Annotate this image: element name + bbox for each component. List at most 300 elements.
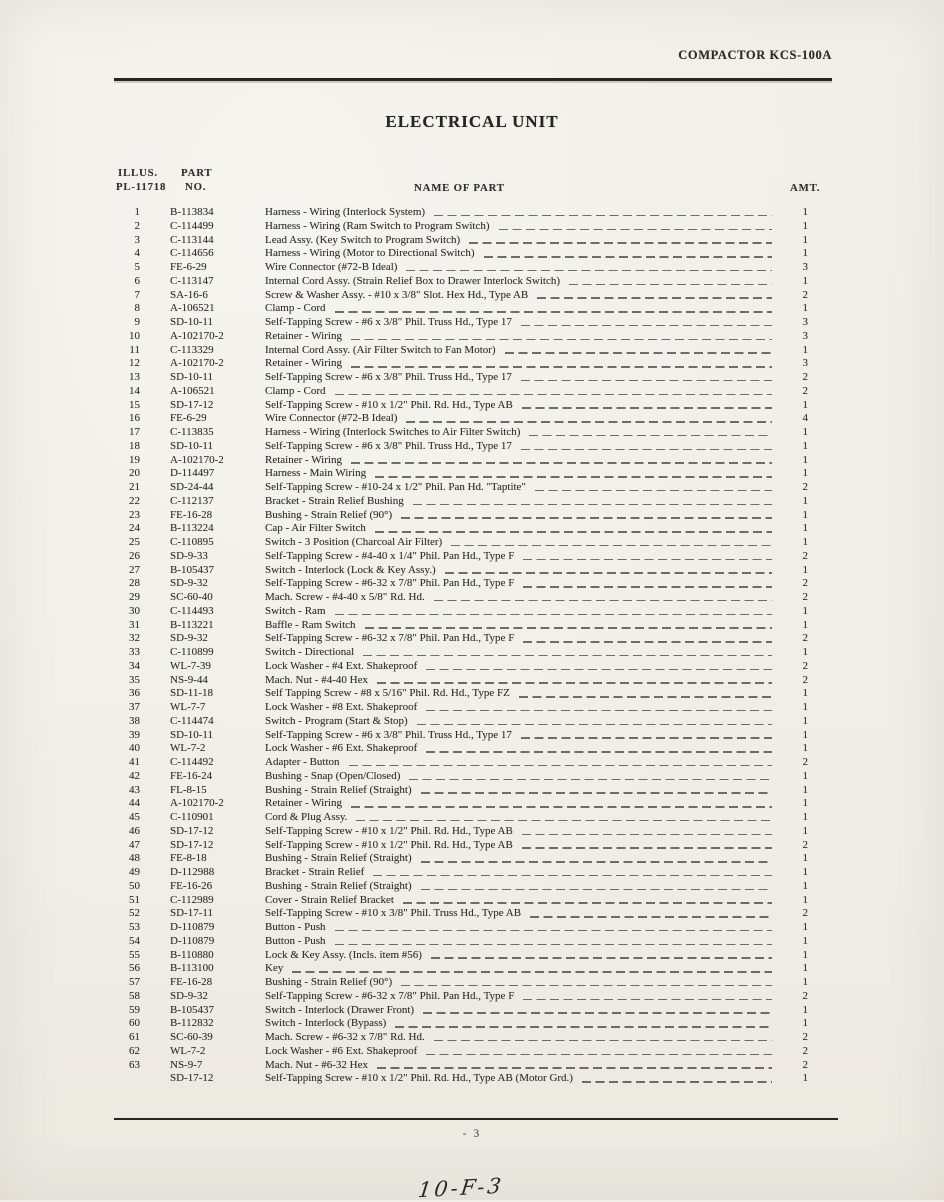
row-amount: 1 <box>802 563 808 576</box>
table-row <box>106 825 808 839</box>
table-row <box>106 275 808 289</box>
row-illus-number: 23 <box>129 508 140 521</box>
document-model-header: COMPACTOR KCS-100A <box>678 48 832 62</box>
table-row <box>106 371 808 385</box>
row-part-name: Bracket - Strain Relief Bushing <box>265 494 404 507</box>
row-part-number: C-112989 <box>170 893 214 906</box>
dash-leader <box>403 902 772 904</box>
row-part-name: Bushing - Strain Relief (Straight) <box>265 783 412 796</box>
row-amount: 2 <box>802 371 808 383</box>
dash-leader <box>523 559 772 561</box>
row-part-number: A-102170-2 <box>170 453 224 466</box>
row-amount: 2 <box>802 838 808 851</box>
row-part-name: Internal Cord Assy. (Air Filter Switch to Fan Motor) <box>265 343 496 356</box>
row-part-number: SD-10-11 <box>170 728 213 741</box>
row-illus-number: 21 <box>129 481 140 493</box>
table-row <box>106 742 808 756</box>
row-amount: 1 <box>802 852 808 865</box>
row-part-number: C-110901 <box>170 811 214 823</box>
dash-leader <box>426 751 772 753</box>
row-amount: 1 <box>802 948 808 961</box>
row-illus-number: 55 <box>129 948 140 961</box>
table-row <box>106 234 808 248</box>
row-part-number: C-114499 <box>170 219 214 232</box>
row-amount: 1 <box>802 866 808 878</box>
row-illus-number: 46 <box>129 824 140 837</box>
dash-leader <box>335 944 772 946</box>
table-row <box>106 550 808 564</box>
row-illus-number: 34 <box>129 659 140 672</box>
row-illus-number: 27 <box>129 563 140 576</box>
row-amount: 1 <box>802 976 808 988</box>
row-illus-number: 54 <box>129 934 140 947</box>
row-part-number: C-110895 <box>170 536 214 548</box>
table-row <box>106 990 808 1004</box>
row-part-number: D-112988 <box>170 866 215 878</box>
table-row <box>106 605 808 619</box>
row-part-name: Button - Push <box>265 934 326 947</box>
row-part-name: Mach. Screw - #4-40 x 5/8" Rd. Hd. <box>265 591 425 603</box>
dash-leader <box>363 655 772 657</box>
row-part-name: Switch - Interlock (Bypass) <box>265 1017 387 1030</box>
table-row <box>106 660 808 674</box>
row-amount: 3 <box>802 357 808 370</box>
row-illus-number: 40 <box>129 742 140 755</box>
row-part-number: C-110899 <box>170 646 214 658</box>
row-amount: 1 <box>802 1017 808 1030</box>
row-part-number: FE-6-29 <box>170 412 207 425</box>
dash-leader <box>395 1026 772 1028</box>
dash-leader <box>335 614 773 616</box>
row-part-number: A-102170-2 <box>170 329 224 342</box>
col-part-line2: NO. <box>185 181 207 193</box>
row-amount: 1 <box>802 742 808 755</box>
table-row <box>106 949 808 963</box>
table-row <box>106 1072 808 1086</box>
table-row <box>106 729 808 743</box>
row-illus-number: 61 <box>129 1031 140 1043</box>
row-amount: 2 <box>802 1044 808 1057</box>
row-illus-number: 35 <box>129 673 140 686</box>
row-illus-number: 53 <box>129 921 140 933</box>
row-part-name: Self-Tapping Screw - #10 x 3/8" Phil. Truss Hd., Type AB <box>265 907 522 920</box>
dash-leader <box>421 792 772 794</box>
table-row <box>106 1031 808 1045</box>
row-illus-number: 25 <box>129 536 140 548</box>
table-row <box>106 894 808 908</box>
row-amount: 2 <box>802 591 808 603</box>
table-row <box>106 687 808 701</box>
row-amount: 3 <box>802 316 808 328</box>
row-part-name: Bushing - Strain Relief (Straight) <box>265 852 412 865</box>
table-row <box>106 357 808 371</box>
row-part-name: Baffle - Ram Switch <box>265 618 356 631</box>
table-row <box>106 880 808 894</box>
row-illus-number: 43 <box>129 783 140 796</box>
row-part-name: Self-Tapping Screw - #6-32 x 7/8" Phil. Pan Hd., Type F <box>265 632 515 645</box>
row-part-name: Self-Tapping Screw - #10 x 1/2" Phil. Rd. Hd., Type AB <box>265 398 513 411</box>
row-illus-number: 13 <box>129 371 140 383</box>
row-amount: 2 <box>802 632 808 645</box>
row-amount: 1 <box>802 439 808 452</box>
row-amount: 1 <box>802 233 808 246</box>
dash-leader <box>521 325 772 327</box>
row-illus-number: 14 <box>129 384 140 397</box>
row-amount: 2 <box>802 481 808 493</box>
row-part-number: B-113100 <box>170 962 214 975</box>
row-amount: 1 <box>802 783 808 796</box>
row-part-number: C-113329 <box>170 343 214 356</box>
row-part-name: Clamp - Cord <box>265 384 326 397</box>
row-part-name: Lock & Key Assy. (Incls. item #56) <box>265 948 422 961</box>
row-amount: 2 <box>802 989 808 1002</box>
row-part-number: C-112137 <box>170 494 214 507</box>
row-illus-number: 59 <box>129 1003 140 1016</box>
row-part-number: FE-16-26 <box>170 879 213 892</box>
row-part-number: D-110879 <box>170 934 215 947</box>
table-row <box>106 330 808 344</box>
row-amount: 2 <box>802 577 808 590</box>
row-part-number: C-113835 <box>170 426 214 438</box>
row-part-number: FE-6-29 <box>170 261 207 273</box>
row-part-number: B-112832 <box>170 1017 214 1030</box>
row-illus-number: 36 <box>129 687 140 700</box>
row-part-number: C-114656 <box>170 247 214 260</box>
dash-leader <box>426 669 772 671</box>
dash-leader <box>335 394 773 396</box>
dash-leader <box>413 504 772 506</box>
row-amount: 1 <box>802 728 808 741</box>
row-illus-number: 11 <box>129 343 140 356</box>
col-part-line1: PART <box>181 167 213 179</box>
row-part-number: NS-9-7 <box>170 1058 203 1071</box>
table-row <box>106 509 808 523</box>
row-illus-number: 56 <box>129 962 140 975</box>
header-rule <box>114 78 832 81</box>
table-row <box>106 921 808 935</box>
dash-leader <box>569 284 772 286</box>
table-row <box>106 481 808 495</box>
table-row <box>106 1045 808 1059</box>
row-part-number: SD-9-32 <box>170 632 208 645</box>
row-amount: 3 <box>802 261 808 273</box>
dash-leader <box>521 449 772 451</box>
table-row <box>106 522 808 536</box>
dash-leader <box>373 875 772 877</box>
row-part-name: Bushing - Strain Relief (90°) <box>265 976 393 988</box>
dash-leader <box>351 462 772 464</box>
row-illus-number: 39 <box>129 728 140 741</box>
row-illus-number: 15 <box>129 398 140 411</box>
row-illus-number: 24 <box>129 522 140 535</box>
row-part-name: Cap - Air Filter Switch <box>265 522 366 535</box>
col-illus-line1: ILLUS. <box>118 167 158 179</box>
table-row <box>106 247 808 261</box>
dash-leader <box>365 627 772 629</box>
row-amount: 1 <box>802 934 808 947</box>
row-part-number: C-114474 <box>170 714 214 727</box>
dash-leader <box>426 1054 772 1056</box>
row-part-number: NS-9-44 <box>170 673 208 686</box>
dash-leader <box>401 985 772 987</box>
row-part-number: FE-16-28 <box>170 508 213 521</box>
row-part-name: Switch - Program (Start & Stop) <box>265 714 408 727</box>
row-amount: 1 <box>802 701 808 713</box>
table-row <box>106 385 808 399</box>
dash-leader <box>409 779 772 781</box>
dash-leader <box>401 517 772 519</box>
row-part-number: D-110879 <box>170 921 215 933</box>
row-illus-number: 7 <box>134 288 140 301</box>
table-row <box>106 811 808 825</box>
col-name-of-part: NAME OF PART <box>414 182 505 194</box>
table-row <box>106 289 808 303</box>
row-part-name: Bracket - Strain Relief <box>265 866 365 878</box>
row-part-number: C-114493 <box>170 604 214 617</box>
dash-leader <box>445 572 772 574</box>
row-part-name: Self-Tapping Screw - #10-24 x 1/2" Phil. Pan Hd. "Taptite" <box>265 481 526 493</box>
row-illus-number: 6 <box>134 274 140 287</box>
row-part-number: WL-7-39 <box>170 659 211 672</box>
row-amount: 1 <box>802 1003 808 1016</box>
row-part-number: C-114492 <box>170 756 214 768</box>
dash-leader <box>451 545 772 547</box>
row-amount: 1 <box>802 247 808 260</box>
row-part-name: Mach. Screw - #6-32 x 7/8" Rd. Hd. <box>265 1031 425 1043</box>
row-amount: 1 <box>802 206 808 218</box>
row-part-name: Clamp - Cord <box>265 302 326 315</box>
row-amount: 1 <box>802 522 808 535</box>
row-part-name: Harness - Wiring (Motor to Directional Switch) <box>265 247 475 260</box>
row-part-number: WL-7-7 <box>170 701 206 713</box>
dash-leader <box>375 531 772 533</box>
dash-leader <box>469 242 772 244</box>
table-row <box>106 399 808 413</box>
row-illus-number: 50 <box>129 879 140 892</box>
row-illus-number: 12 <box>129 357 140 370</box>
table-row <box>106 976 808 990</box>
dash-leader <box>351 366 772 368</box>
table-row <box>106 701 808 715</box>
row-part-number: SD-17-12 <box>170 824 214 837</box>
dash-leader <box>523 999 772 1001</box>
row-amount: 1 <box>802 797 808 810</box>
row-amount: 4 <box>802 412 808 425</box>
table-row <box>106 454 808 468</box>
row-amount: 2 <box>802 673 808 686</box>
row-part-number: SC-60-40 <box>170 591 213 603</box>
row-part-name: Bushing - Strain Relief (90°) <box>265 508 393 521</box>
table-row <box>106 797 808 811</box>
row-part-name: Mach. Nut - #6-32 Hex <box>265 1058 368 1071</box>
row-amount: 1 <box>802 508 808 521</box>
row-part-name: Screw & Washer Assy. - #10 x 3/8" Slot. Hex Hd., Type AB <box>265 288 529 301</box>
row-amount: 2 <box>802 288 808 301</box>
dash-leader <box>523 641 772 643</box>
row-part-number: SD-10-11 <box>170 316 213 328</box>
row-illus-number: 28 <box>129 577 140 590</box>
dash-leader <box>375 476 772 478</box>
row-part-number: B-105437 <box>170 1003 214 1016</box>
row-part-name: Key <box>265 962 284 975</box>
table-row <box>106 316 808 330</box>
row-illus-number: 8 <box>134 302 140 315</box>
row-part-name: Retainer - Wiring <box>265 329 342 342</box>
table-row <box>106 591 808 605</box>
row-part-number: B-105437 <box>170 563 214 576</box>
parts-rows <box>106 206 808 1086</box>
table-row <box>106 619 808 633</box>
dash-leader <box>431 957 772 959</box>
table-row <box>106 577 808 591</box>
row-part-number: SD-11-18 <box>170 687 213 700</box>
row-part-name: Wire Connector (#72-B Ideal) <box>265 261 398 273</box>
dash-leader <box>582 1081 772 1083</box>
dash-leader <box>335 311 773 313</box>
row-part-name: Cover - Strain Relief Bracket <box>265 893 394 906</box>
row-part-name: Button - Push <box>265 921 326 933</box>
dash-leader <box>499 229 772 231</box>
row-part-name: Harness - Wiring (Ram Switch to Program Switch) <box>265 219 490 232</box>
row-amount: 2 <box>802 549 808 562</box>
table-row <box>106 412 808 426</box>
dash-leader <box>530 916 772 918</box>
row-part-number: WL-7-2 <box>170 1044 206 1057</box>
row-illus-number: 17 <box>129 426 140 438</box>
row-illus-number: 42 <box>129 769 140 782</box>
dash-leader <box>423 1012 772 1014</box>
table-row <box>106 646 808 660</box>
row-part-number: B-110880 <box>170 948 214 961</box>
dash-leader <box>434 600 772 602</box>
row-amount: 1 <box>802 467 808 480</box>
table-row <box>106 632 808 646</box>
row-illus-number: 20 <box>129 467 140 480</box>
row-amount: 1 <box>802 536 808 548</box>
row-part-name: Cord & Plug Assy. <box>265 811 348 823</box>
row-part-number: A-102170-2 <box>170 797 224 810</box>
row-part-name: Lock Washer - #8 Ext. Shakeproof <box>265 701 418 713</box>
table-row <box>106 1004 808 1018</box>
table-row <box>106 866 808 880</box>
row-amount: 1 <box>802 302 808 315</box>
row-illus-number: 10 <box>129 329 140 342</box>
dash-leader <box>522 834 772 836</box>
row-part-name: Self-Tapping Screw - #10 x 1/2" Phil. Rd. Hd., Type AB (Motor Grd.) <box>265 1072 573 1085</box>
table-row <box>106 962 808 976</box>
row-amount: 1 <box>802 398 808 411</box>
row-illus-number: 37 <box>129 701 140 713</box>
row-illus-number: 38 <box>129 714 140 727</box>
table-row <box>106 935 808 949</box>
row-part-number: A-106521 <box>170 302 215 315</box>
row-illus-number: 30 <box>129 604 140 617</box>
dash-leader <box>292 971 772 973</box>
row-illus-number: 51 <box>129 893 140 906</box>
row-amount: 1 <box>802 962 808 975</box>
dash-leader <box>484 256 772 258</box>
row-part-name: Self-Tapping Screw - #6 x 3/8" Phil. Truss Hd., Type 17 <box>265 371 512 383</box>
row-part-name: Lock Washer - #6 Ext. Shakeproof <box>265 742 418 755</box>
row-part-number: SD-9-33 <box>170 549 208 562</box>
row-part-number: FL-8-15 <box>170 783 207 796</box>
row-illus-number: 2 <box>134 219 140 232</box>
row-illus-number: 4 <box>134 247 140 260</box>
row-amount: 2 <box>802 756 808 768</box>
row-part-number: SD-9-32 <box>170 989 208 1002</box>
row-part-name: Harness - Main Wiring <box>265 467 367 480</box>
dash-leader <box>522 847 772 849</box>
row-amount: 1 <box>802 604 808 617</box>
dash-leader <box>406 270 772 272</box>
row-amount: 1 <box>802 219 808 232</box>
row-amount: 1 <box>802 453 808 466</box>
table-row <box>106 344 808 358</box>
row-amount: 2 <box>802 1031 808 1043</box>
row-amount: 1 <box>802 1072 808 1085</box>
row-illus-number: 19 <box>129 453 140 466</box>
dash-leader <box>377 682 772 684</box>
dash-leader <box>356 820 772 822</box>
dash-leader <box>351 339 772 341</box>
row-amount: 1 <box>802 687 808 700</box>
row-part-name: Harness - Wiring (Interlock System) <box>265 206 426 218</box>
row-part-number: A-106521 <box>170 384 215 397</box>
row-part-name: Switch - 3 Position (Charcoal Air Filter) <box>265 536 443 548</box>
dash-leader <box>426 710 772 712</box>
row-part-name: Self-Tapping Screw - #6 x 3/8" Phil. Truss Hd., Type 17 <box>265 316 512 328</box>
row-illus-number: 62 <box>129 1044 140 1057</box>
row-part-number: SD-9-32 <box>170 577 208 590</box>
dash-leader <box>406 421 772 423</box>
row-illus-number: 16 <box>129 412 140 425</box>
row-part-number: FE-16-24 <box>170 769 213 782</box>
col-illus-line2: PL-11718 <box>116 181 167 193</box>
row-part-name: Bushing - Snap (Open/Closed) <box>265 769 401 782</box>
page-number: - 3 <box>462 1128 482 1140</box>
row-part-number: SD-17-11 <box>170 907 213 920</box>
row-part-number: B-113224 <box>170 522 214 535</box>
row-part-name: Switch - Interlock (Drawer Front) <box>265 1003 415 1016</box>
row-part-number: SD-24-44 <box>170 481 214 493</box>
row-amount: 1 <box>802 618 808 631</box>
row-part-name: Lead Assy. (Key Switch to Program Switch) <box>265 233 461 246</box>
row-part-name: Self-Tapping Screw - #10 x 1/2" Phil. Rd. Hd., Type AB <box>265 824 513 837</box>
row-illus-number: 26 <box>129 549 140 562</box>
dash-leader <box>434 1040 772 1042</box>
row-part-name: Lock Washer - #6 Ext. Shakeproof <box>265 1044 418 1057</box>
row-amount: 1 <box>802 426 808 438</box>
row-part-name: Retainer - Wiring <box>265 453 342 466</box>
row-illus-number: 9 <box>134 316 140 328</box>
row-part-number: WL-7-2 <box>170 742 206 755</box>
row-part-number: SD-10-11 <box>170 371 213 383</box>
dash-leader <box>521 380 772 382</box>
dash-leader <box>523 586 772 588</box>
row-part-number: A-102170-2 <box>170 357 224 370</box>
table-row <box>106 440 808 454</box>
handwritten-note: 10-F-3 <box>416 1173 506 1202</box>
dash-leader <box>521 737 772 739</box>
dash-leader <box>505 352 772 354</box>
row-part-name: Lock Washer - #4 Ext. Shakeproof <box>265 659 418 672</box>
row-illus-number: 47 <box>129 838 140 851</box>
row-part-name: Self-Tapping Screw - #10 x 1/2" Phil. Rd. Hd., Type AB <box>265 838 513 851</box>
dash-leader <box>434 215 772 217</box>
row-illus-number: 32 <box>129 632 140 645</box>
row-part-number: C-113147 <box>170 274 214 287</box>
table-row <box>106 784 808 798</box>
